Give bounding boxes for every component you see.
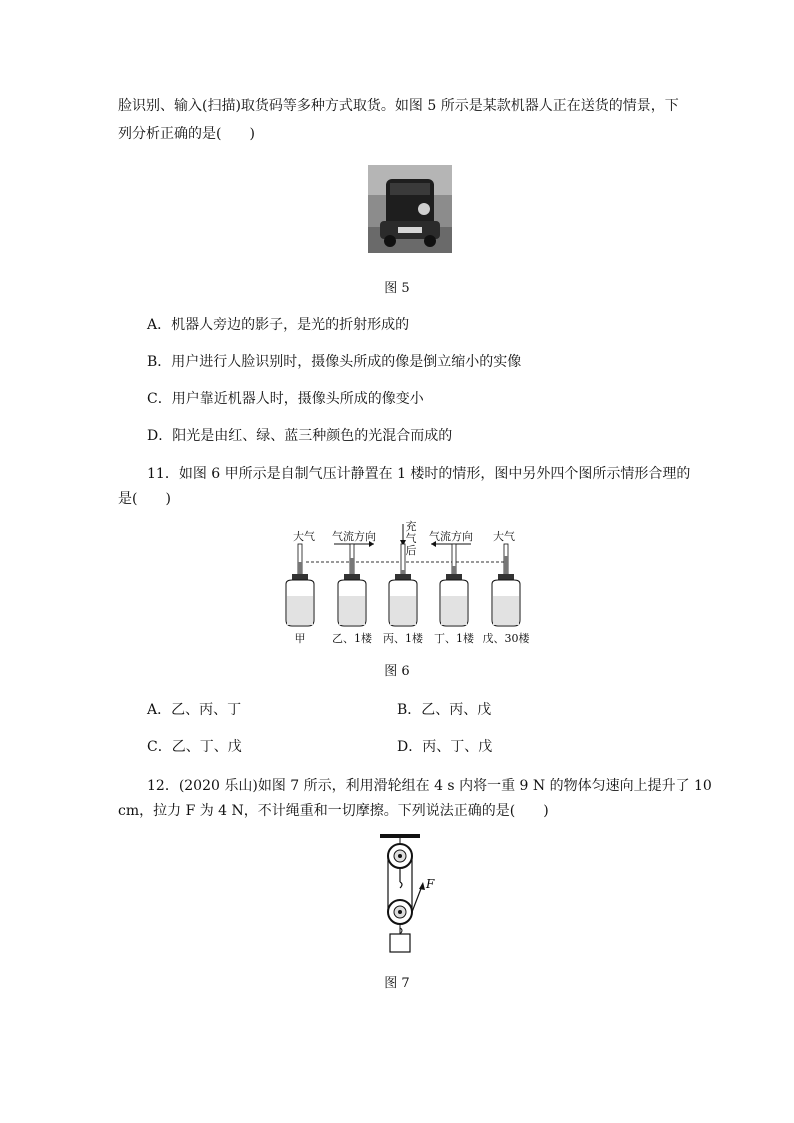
q11-stem-line1: 11．如图 6 甲所示是自制气压计静置在 1 楼时的情形，图中另外四个图所示情形合理的 <box>147 466 691 482</box>
q11-option-a: A．乙、丙、丁 <box>147 702 242 718</box>
figure-7-pulley <box>376 834 436 958</box>
q10-option-d: D．阳光是由红、绿、蓝三种颜色的光混合而成的 <box>147 428 453 444</box>
label-airflow-left: 气流方向 <box>332 530 376 543</box>
q10-stem-line2: 列分析正确的是( ) <box>118 126 255 142</box>
label-charged-2: 气 <box>405 532 417 545</box>
q11-stem-line2: 是( ) <box>118 491 171 507</box>
q11-option-c: C．乙、丁、戊 <box>147 739 242 755</box>
bottle-ding <box>440 544 468 626</box>
label-atmosphere-left: 大气 <box>293 530 315 543</box>
bottle-yi <box>338 544 366 626</box>
q10-option-c: C．用户靠近机器人时，摄像头所成的像变小 <box>147 391 424 407</box>
label-ding: 丁、1楼 <box>434 632 474 645</box>
bottle-jia <box>286 544 314 626</box>
label-yi: 乙、1楼 <box>332 632 372 645</box>
figure-5-caption: 图 5 <box>384 281 410 296</box>
q11-option-d: D．丙、丁、戊 <box>397 739 493 755</box>
figure-7-caption: 图 7 <box>384 976 410 991</box>
label-wu: 戊、30楼 <box>482 632 530 645</box>
delivery-robot-photo <box>368 165 452 253</box>
q11-option-b: B．乙、丙、戊 <box>397 702 492 718</box>
figure-6-barometers <box>276 518 530 648</box>
figure-6-caption: 图 6 <box>384 664 410 679</box>
force-f-label: F <box>426 877 435 891</box>
label-atmosphere-right: 大气 <box>493 530 515 543</box>
bottle-wu <box>492 544 520 626</box>
label-charged-3: 后 <box>405 544 417 557</box>
label-airflow-right: 气流方向 <box>429 530 473 543</box>
q10-option-a: A．机器人旁边的影子，是光的折射形成的 <box>147 317 410 333</box>
label-charged-1: 充 <box>405 520 417 533</box>
label-jia: 甲 <box>294 632 306 645</box>
q10-option-b: B．用户进行人脸识别时，摄像头所成的像是倒立缩小的实像 <box>147 354 522 370</box>
label-bing: 丙、1楼 <box>383 632 423 645</box>
q12-stem-line1: 12．(2020 乐山)如图 7 所示，利用滑轮组在 4 s 内将一重 9 N 的物体匀速向上提升了 10 <box>147 778 712 794</box>
q10-stem-line1: 脸识别、输入(扫描)取货码等多种方式取货。如图 5 所示是某款机器人正在送货的情景，下 <box>118 98 679 114</box>
q12-stem-line2: cm，拉力 F 为 4 N，不计绳重和一切摩擦。下列说法正确的是( ) <box>118 803 549 819</box>
